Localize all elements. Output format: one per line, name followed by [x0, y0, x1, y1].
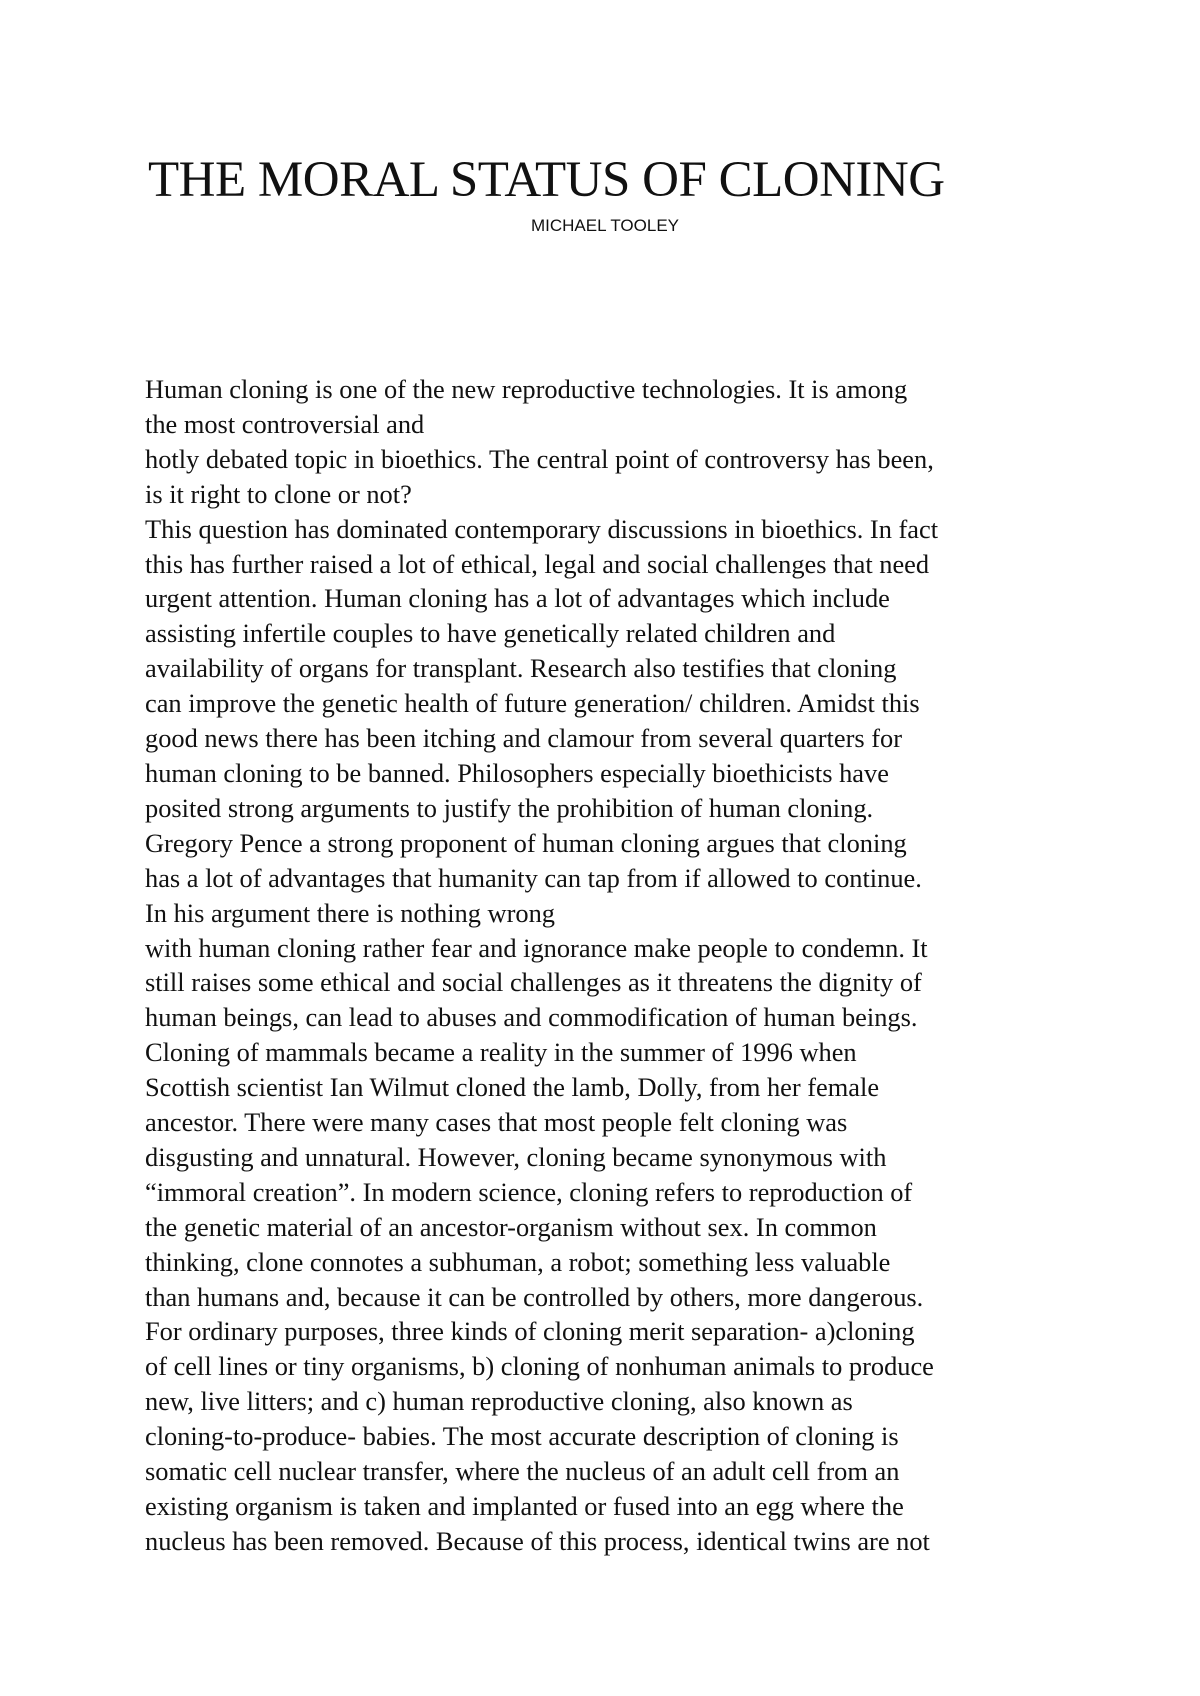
body-line: of cell lines or tiny organisms, b) cloning of nonhuman animals to produce — [145, 1351, 934, 1382]
body-line: disgusting and unnatural. However, cloning became synonymous with — [145, 1141, 887, 1172]
body-line: the genetic material of an ancestor-organism without sex. In common — [145, 1211, 877, 1242]
body-line: ancestor. There were many cases that most people felt cloning was — [145, 1107, 848, 1138]
body-line: Gregory Pence a strong proponent of human cloning argues that cloning — [145, 827, 907, 858]
body-line: Cloning of mammals became a reality in the summer of 1996 when — [145, 1037, 857, 1068]
body-line: this has further raised a lot of ethical, legal and social challenges that need — [145, 548, 930, 579]
body-line: hotly debated topic in bioethics. The central point of controversy has been, — [145, 443, 934, 474]
body-line: the most controversial and — [145, 408, 425, 439]
document-body — [145, 372, 1065, 1559]
body-line: Human cloning is one of the new reproductive technologies. It is among — [145, 374, 908, 404]
body-line: has a lot of advantages that humanity can tap from if allowed to continue. — [145, 862, 922, 893]
body-line: human cloning to be banned. Philosophers especially bioethicists have — [145, 757, 889, 788]
body-line: can improve the genetic health of future generation/ children. Amidst this — [145, 688, 920, 719]
body-line: assisting infertile couples to have genetically related children and — [145, 618, 836, 649]
body-line: cloning-to-produce- babies. The most accurate description of cloning is — [145, 1421, 899, 1452]
body-line: nucleus has been removed. Because of this process, identical twins are not — [145, 1525, 930, 1556]
body-line: still raises some ethical and social challenges as it threatens the dignity of — [145, 967, 922, 998]
body-line: For ordinary purposes, three kinds of cloning merit separation- a)cloning — [145, 1316, 915, 1347]
document-title: THE MORAL STATUS OF CLONING — [148, 152, 945, 208]
document-author: MICHAEL TOOLEY — [530, 216, 679, 235]
body-line: human beings, can lead to abuses and commodification of human beings. — [145, 1002, 918, 1033]
body-line: is it right to clone or not? — [145, 478, 412, 509]
body-line: than humans and, because it can be controlled by others, more dangerous. — [145, 1281, 924, 1312]
body-line: availability of organs for transplant. Research also testifies that cloning — [145, 653, 897, 684]
body-line: In his argument there is nothing wrong — [145, 897, 555, 928]
body-line: posited strong arguments to justify the prohibition of human cloning. — [145, 792, 874, 823]
body-line: This question has dominated contemporary discussions in bioethics. In fact — [145, 513, 939, 544]
body-line: good news there has been itching and clamour from several quarters for — [145, 723, 902, 754]
body-line: new, live litters; and c) human reproductive cloning, also known as — [145, 1386, 853, 1417]
body-line: thinking, clone connotes a subhuman, a robot; something less valuable — [145, 1246, 891, 1277]
body-line: “immoral creation”. In modern science, cloning refers to reproduction of — [145, 1176, 913, 1207]
body-line: Scottish scientist Ian Wilmut cloned the lamb, Dolly, from her female — [145, 1072, 880, 1103]
body-line: somatic cell nuclear transfer, where the nucleus of an adult cell from an — [145, 1456, 900, 1487]
body-line: existing organism is taken and implanted or fused into an egg where the — [145, 1491, 904, 1521]
body-line: urgent attention. Human cloning has a lot of advantages which include — [145, 583, 890, 614]
body-line: with human cloning rather fear and ignorance make people to condemn. It — [145, 932, 928, 963]
